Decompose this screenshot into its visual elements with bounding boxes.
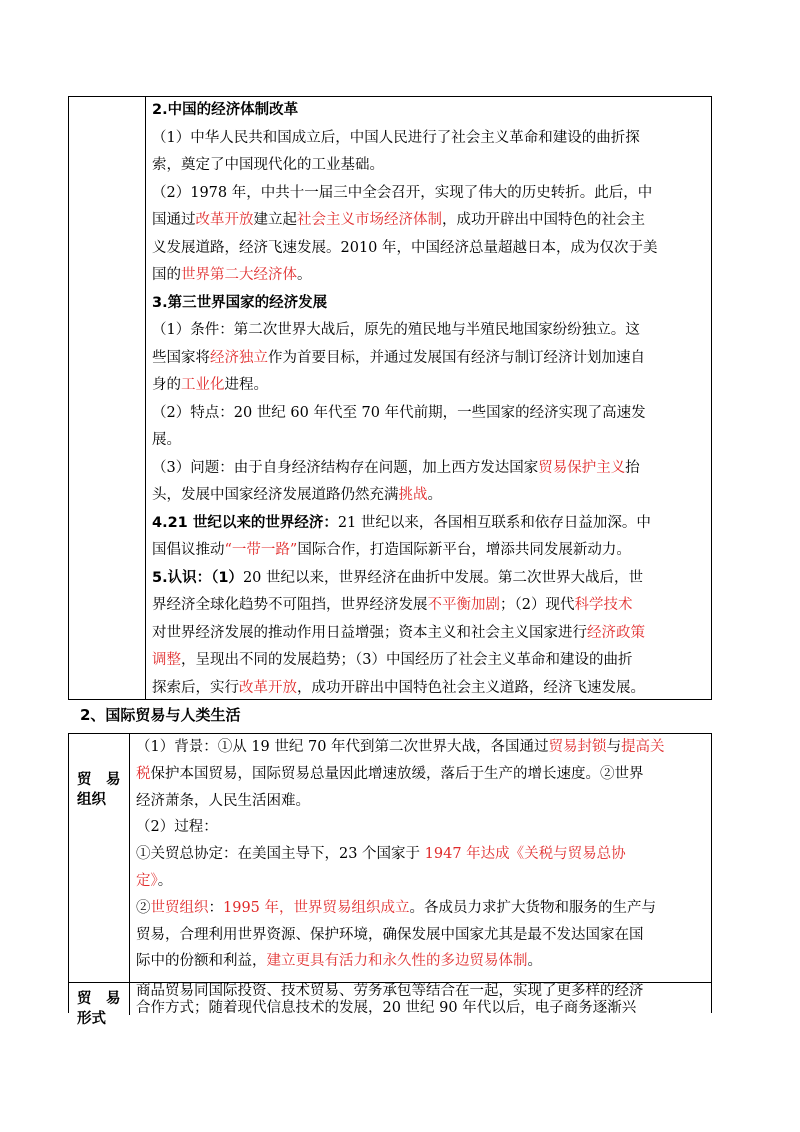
row-label — [69, 983, 130, 1027]
text-span: 商品贸易同国际投资、技术贸易、劳务承包等结合在一起，实现了更多样的经济 — [136, 983, 644, 999]
highlight-text: 1995 年，世界贸易组织成立 — [223, 899, 410, 916]
text-line — [136, 1000, 703, 1017]
text-span: 合作方式；随着现代信息技术的发展，20 世纪 90 年代以后，电子商务逐渐兴 — [136, 1000, 637, 1016]
highlight-text: 定》 — [136, 872, 158, 889]
highlight-text: 改革开放 — [195, 212, 254, 228]
highlight-text: 贸易封锁 — [548, 739, 607, 755]
highlight-text: 经济独立 — [210, 349, 268, 366]
trade-table — [68, 733, 712, 1027]
section-title: 2.中国的经济体制改革 — [152, 102, 299, 118]
row-content — [130, 983, 711, 1017]
text-span: 与 — [606, 739, 622, 755]
text-span: （2）特点：20 世纪 60 年代至 70 年代前期，一些国家的经济实现了高速发 — [152, 404, 646, 421]
highlight-text: 调整 — [152, 652, 181, 668]
text-span: 建立起 — [253, 212, 297, 228]
table-row — [69, 983, 711, 1027]
text-span: 贸易，合理利用世界资源、保护环境，确保发展中国家尤其是最不发达国家在国 — [136, 926, 644, 943]
text-span: 。 — [157, 872, 173, 889]
text-span: ，成功开辟出中国特色的社会主 — [442, 212, 645, 228]
text-line — [152, 235, 701, 263]
text-line — [136, 761, 703, 788]
row-label — [69, 734, 130, 982]
highlight-text: 税 — [136, 765, 151, 782]
text-span: 些国家将 — [152, 349, 210, 366]
text-line — [152, 317, 701, 345]
text-line — [152, 675, 701, 703]
row-label-top: 贸 易 — [77, 772, 121, 788]
text-span: 抬 — [625, 459, 640, 476]
table-row — [69, 734, 711, 983]
text-line — [152, 345, 701, 373]
text-span: 20 世纪以来，世界经济在曲折中发展。第二次世界大战后，世 — [242, 569, 643, 586]
text-span: 身的 — [152, 377, 181, 393]
text-line — [152, 482, 701, 510]
row-label-top: 贸 易 — [77, 991, 121, 1007]
text-span: 索，奠定了中国现代化的工业基础。 — [152, 157, 384, 173]
highlight-text: 科学技术 — [574, 597, 633, 613]
text-line — [152, 372, 701, 400]
text-span: 对世界经济发展的推动作用日益增强；资本主义和社会主义国家进行 — [152, 624, 587, 641]
row-content — [130, 734, 711, 975]
text-span: （2）1978 年，中共十一届三中全会召开，实现了伟大的历史转折。此后，中 — [152, 184, 653, 201]
text-span: ；（2）现代 — [500, 597, 575, 613]
highlight-text: 世界第二大经济体 — [181, 267, 297, 283]
highlight-text: 社会主义市场经济体制 — [297, 212, 442, 228]
text-span: 经济萧条，人民生活困难。 — [136, 792, 310, 809]
highlight-text: 贸易保护主义 — [538, 459, 626, 476]
text-span: （1）条件：第二次世界大战后，原先的殖民地与半殖民地国家纷纷独立。这 — [152, 322, 640, 338]
text-span: 保护本国贸易，国际贸易总量因此增速放缓，落后于生产的增长速度。②世界 — [150, 765, 644, 782]
text-span: 际中的份额和利益， — [136, 953, 267, 970]
highlight-text: “一带一路” — [224, 542, 298, 558]
text-span: 进程。 — [224, 377, 268, 393]
text-span: （3）问题：由于自身经济结构存在问题，加上西方发达国家 — [152, 459, 539, 476]
highlight-text: 建立更具有活力和永久性的多边贸易体制 — [266, 953, 528, 970]
text-line — [152, 290, 701, 318]
text-span: ，成功开辟出中国特色社会主义道路，经济飞速发展。 — [297, 679, 645, 696]
text-span: 义发展道路，经济飞速发展。2010 年，中国经济总量超越日本，成为仅次于美 — [152, 239, 658, 256]
reform-table — [68, 96, 712, 700]
text-line — [136, 948, 703, 975]
text-span: 5.认识：（1） — [152, 569, 243, 586]
text-line — [152, 400, 701, 428]
text-span: ② — [136, 899, 151, 916]
text-line — [152, 620, 701, 648]
text-span: 。 — [297, 267, 312, 283]
text-line — [136, 734, 703, 761]
text-span: ①关贸总协定：在美国主导下，23 个国家于 — [136, 846, 425, 863]
highlight-text: 挑战 — [398, 487, 428, 503]
text-span: 21 世纪以来，各国相互联系和依存日益加深。中 — [337, 514, 651, 531]
text-span: 展。 — [152, 432, 181, 448]
text-span: 国倡议推动 — [152, 542, 225, 558]
text-line — [152, 647, 701, 675]
text-line — [152, 537, 701, 565]
text-line — [152, 455, 701, 483]
text-line — [152, 207, 701, 235]
text-span: 头，发展中国家经济发展道路仍然充满 — [152, 487, 399, 503]
section-heading: 2、国际贸易与人类生活 — [80, 706, 241, 724]
text-line — [136, 841, 703, 868]
table-content-cell — [146, 97, 711, 702]
text-span: 4.21 世纪以来的世界经济： — [152, 514, 338, 531]
text-line — [152, 125, 701, 153]
text-line — [136, 788, 703, 815]
highlight-text: 1947 年达成《关税与贸易总协 — [424, 846, 626, 863]
text-span: 国际合作，打造国际新平台，增添共同发展新动力。 — [297, 542, 631, 558]
text-line — [152, 180, 701, 208]
text-span: （2）过程： — [136, 819, 218, 836]
text-span: 国通过 — [152, 212, 196, 228]
text-line — [152, 565, 701, 593]
text-line — [136, 922, 703, 949]
highlight-text: 不平衡加剧 — [427, 597, 500, 613]
text-line — [136, 983, 703, 1000]
text-span: 探索后，实行 — [152, 679, 239, 696]
row-label-bottom: 组织 — [77, 792, 106, 808]
row-label-bottom: 形式 — [77, 1011, 106, 1027]
highlight-text: 世贸组织 — [150, 899, 209, 916]
text-line — [152, 510, 701, 538]
text-span: 3.第三世界国家的经济发展 — [152, 294, 328, 311]
text-span: ： — [208, 899, 223, 916]
table-left-column — [69, 97, 146, 699]
text-line — [152, 152, 701, 180]
highlight-text: 提高关 — [621, 739, 665, 755]
text-span: 。 — [527, 953, 542, 970]
section1-text — [152, 125, 701, 703]
highlight-text: 工业化 — [181, 377, 225, 393]
text-line — [152, 427, 701, 455]
text-span: 作为首要目标，并通过发展国有经济与制订经济计划加速自 — [268, 349, 645, 366]
highlight-text: 经济政策 — [587, 624, 645, 641]
highlight-text: 改革开放 — [239, 679, 297, 696]
text-line — [136, 814, 703, 841]
text-span: （1）背景：①从 19 世纪 70 年代到第二次世界大战，各国通过 — [136, 739, 549, 755]
text-span: 。各成员力求扩大货物和服务的生产与 — [409, 899, 657, 916]
text-span: ，呈现出不同的发展趋势；（3）中国经历了社会主义革命和建设的曲折 — [181, 652, 633, 668]
text-line — [152, 262, 701, 290]
text-line — [136, 868, 703, 895]
text-line — [136, 895, 703, 922]
text-span: 界经济全球化趋势不可阻挡，世界经济发展 — [152, 597, 428, 613]
text-line — [152, 592, 701, 620]
text-span: （1）中华人民共和国成立后，中国人民进行了社会主义革命和建设的曲折探 — [152, 129, 640, 146]
text-span: 国的 — [152, 267, 181, 283]
text-span: 。 — [427, 487, 442, 503]
